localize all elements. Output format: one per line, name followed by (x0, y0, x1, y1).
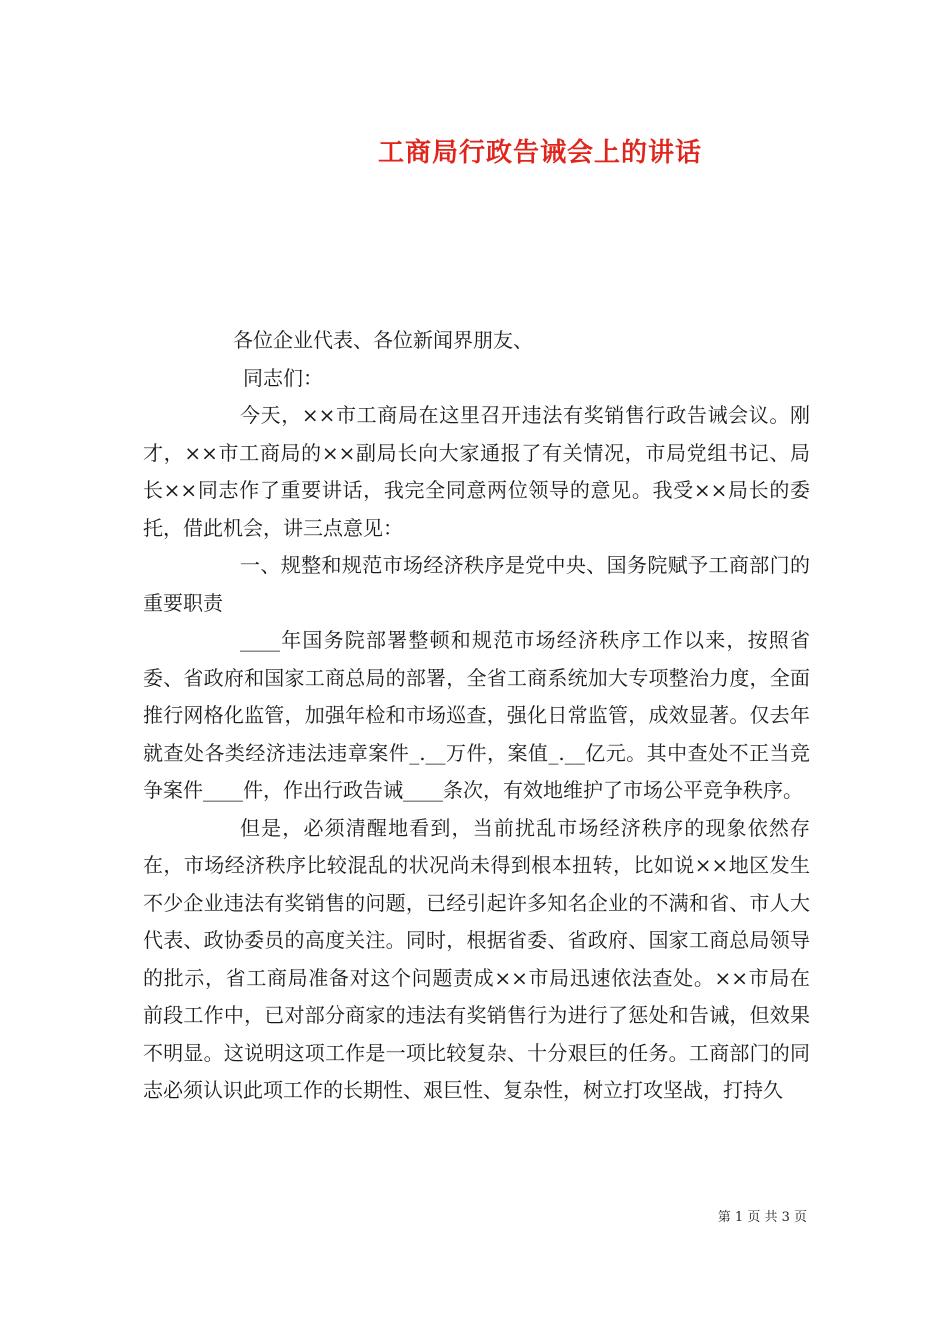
paragraph-3: 但是，必须清醒地看到，当前扰乱市场经济秩序的现象依然存在，市场经济秩序比较混乱的状况尚未得到根本扭转，比如说××地区发生不少企业违法有奖销售的问题，已经引起许多知名企业的不满和省、市人大代表、政协委员的高度关注。同时，根据省委、省政府、国家工商总局领导的批示，省工商局准备对这个问题责成××市局迅速依法查处。××市局在前段工作中，已对部分商家的违法有奖销售行为进行了惩处和告诫，但效果不明显。这说明这项工作是一项比较复杂、十分艰巨的任务。工商部门的同志必须认识此项工作的长期性、艰巨性、复杂性，树立打攻坚战，打持久 (143, 815, 810, 1102)
document-body (143, 322, 810, 1110)
paragraph-2: ____年国务院部署整顿和规范市场经济秩序工作以来，按照省委、省政府和国家工商总局的部署，全省工商系统加大专项整治力度，全面推行网格化监管，加强年检和市场巡查，强化日常监管，成效显著。仅去年就查处各类经济违法违章案件_.__万件，案值_.__亿元。其中查处不正当竞争案件____件，作出行政告诫____条次，有效地维护了市场公平竞争秩序。 (143, 628, 810, 802)
document-title: 工商局行政告诫会上的讲话 (377, 138, 702, 168)
page-footer: 第 1 页 共 3 页 (717, 1210, 807, 1225)
paragraph-1: 今天，××市工商局在这里召开违法有奖销售行政告诫会议。刚才，××市工商局的××副局长向大家通报了有关情况，市局党组书记、局长××同志作了重要讲话，我完全同意两位领导的意见。我受××局长的委托，借此机会，讲三点意见： (143, 403, 810, 540)
section-heading-1: 一、规整和规范市场经济秩序是党中央、国务院赋予工商部门的重要职责 (143, 553, 810, 615)
salutation-line-2: 同志们： (243, 365, 323, 390)
salutation-line-1: 各位企业代表、各位新闻界朋友、 (233, 328, 533, 352)
